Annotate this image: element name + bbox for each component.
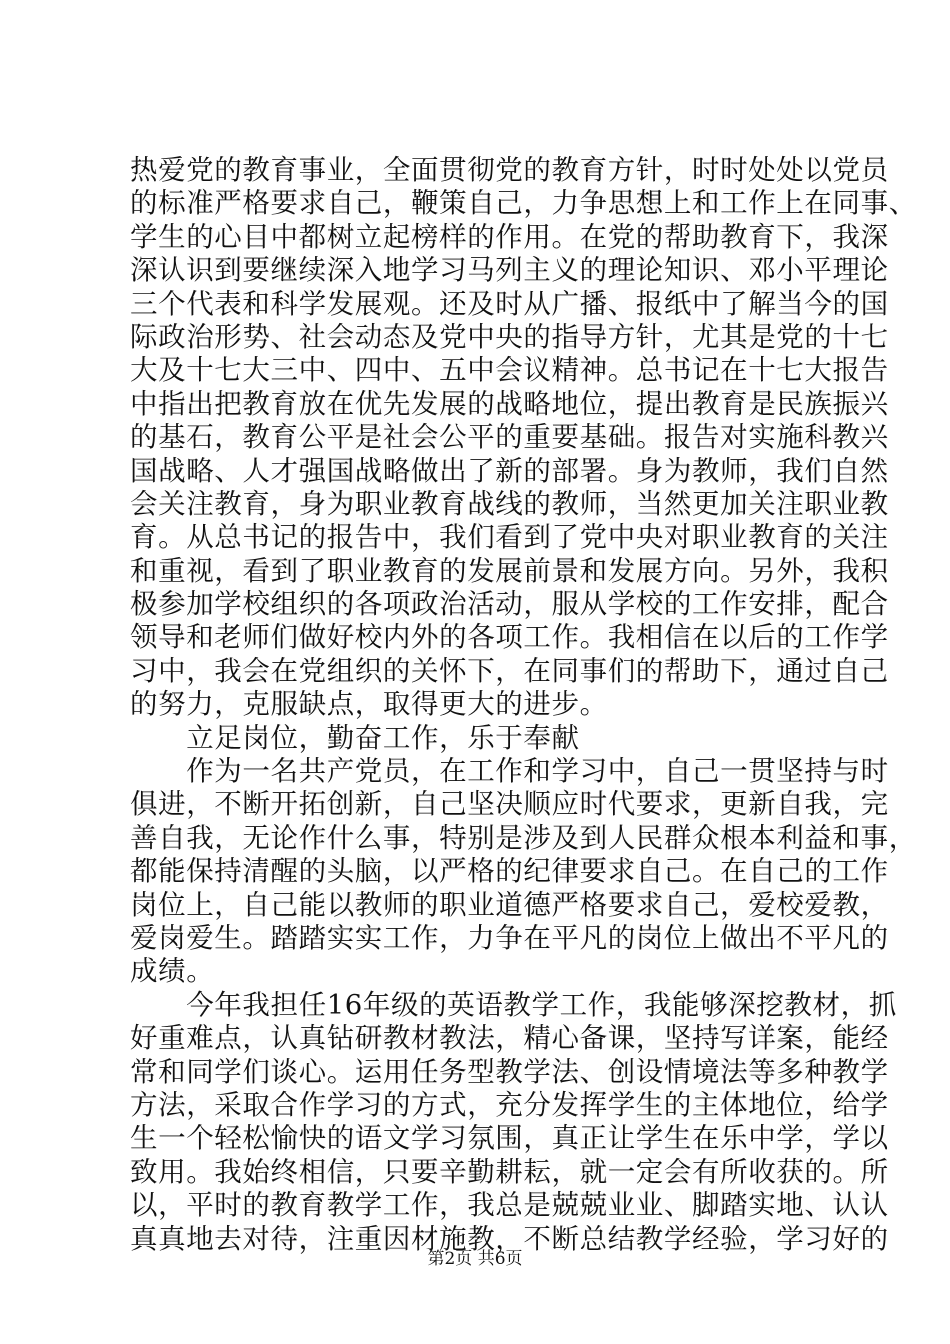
text-line: 领导和老师们做好校内外的各项工作。我相信在以后的工作学: [130, 621, 889, 654]
text-line: 中指出把教育放在优先发展的战略地位，提出教育是民族振兴: [130, 387, 889, 420]
text-line: 善自我，无论作什么事，特别是涉及到人民群众根本利益和事，: [130, 821, 917, 854]
text-line: 育。从总书记的报告中，我们看到了党中央对职业教育的关注: [130, 521, 889, 554]
text-line: 国战略、人才强国战略做出了新的部署。身为教师，我们自然: [130, 454, 889, 487]
text-line: 俱进，不断开拓创新，自己坚决顺应时代要求，更新自我，完: [130, 788, 889, 821]
text-line: 热爱党的教育事业，全面贯彻党的教育方针，时时处处以党员: [130, 154, 889, 186]
text-line: 真真地去对待，注重因材施教，不断总结教学经验，学习好的: [130, 1222, 889, 1255]
text-line: 成绩。: [130, 955, 215, 988]
text-line: 的基石，教育公平是社会公平的重要基础。报告对实施科教兴: [130, 421, 889, 454]
text-line: 的标准严格要求自己，鞭策自己，力争思想上和工作上在同事、: [130, 187, 917, 220]
text-line: 会关注教育，身为职业教育战线的教师，当然更加关注职业教: [130, 487, 889, 520]
text-line: 和重视，看到了职业教育的发展前景和发展方向。另外，我积: [130, 554, 889, 587]
text-line: 大及十七大三中、四中、五中会议精神。总书记在十七大报告: [130, 354, 889, 387]
text-line: 的努力，克服缺点，取得更大的进步。: [130, 688, 608, 721]
page-footer: 第2页 共6页: [427, 1249, 523, 1269]
text-line: 生一个轻松愉快的语文学习氛围，真正让学生在乐中学，学以: [130, 1122, 889, 1155]
text-line: 深认识到要继续深入地学习马列主义的理论知识、邓小平理论: [130, 254, 889, 287]
text-line: 作为一名共产党员，在工作和学习中，自己一贯坚持与时: [130, 755, 889, 788]
text-line: 方法，采取合作学习的方式，充分发挥学生的主体地位，给学: [130, 1088, 889, 1121]
text-line: 爱岗爱生。踏踏实实工作，力争在平凡的岗位上做出不平凡的: [130, 921, 889, 954]
text-line: 常和同学们谈心。运用任务型教学法、创设情境法等多种教学: [130, 1055, 889, 1088]
text-line: 极参加学校组织的各项政治活动，服从学校的工作安排，配合: [130, 588, 889, 621]
text-line: 今年我担任16年级的英语教学工作，我能够深挖教材，抓: [130, 988, 897, 1021]
text-line: 岗位上，自己能以教师的职业道德严格要求自己，爱校爱教，: [130, 888, 889, 921]
text-line: 都能保持清醒的头脑，以严格的纪律要求自己。在自己的工作: [130, 855, 889, 888]
text-line: 习中，我会在党组织的关怀下，在同事们的帮助下，通过自己: [130, 654, 889, 687]
text-line: 致用。我始终相信，只要辛勤耕耘，就一定会有所收获的。所: [130, 1155, 889, 1188]
text-line: 立足岗位，勤奋工作，乐于奉献: [130, 721, 580, 754]
text-line: 学生的心目中都树立起榜样的作用。在党的帮助教育下，我深: [130, 220, 889, 253]
document-body: [130, 154, 917, 1256]
text-line: 好重难点，认真钻研教材教法，精心备课，坚持写详案，能经: [130, 1022, 889, 1055]
text-line: 以，平时的教育教学工作，我总是兢兢业业、脚踏实地、认认: [130, 1189, 889, 1222]
text-line: 际政治形势、社会动态及党中央的指导方针，尤其是党的十七: [130, 320, 889, 353]
text-line: 三个代表和科学发展观。还及时从广播、报纸中了解当今的国: [130, 287, 889, 320]
